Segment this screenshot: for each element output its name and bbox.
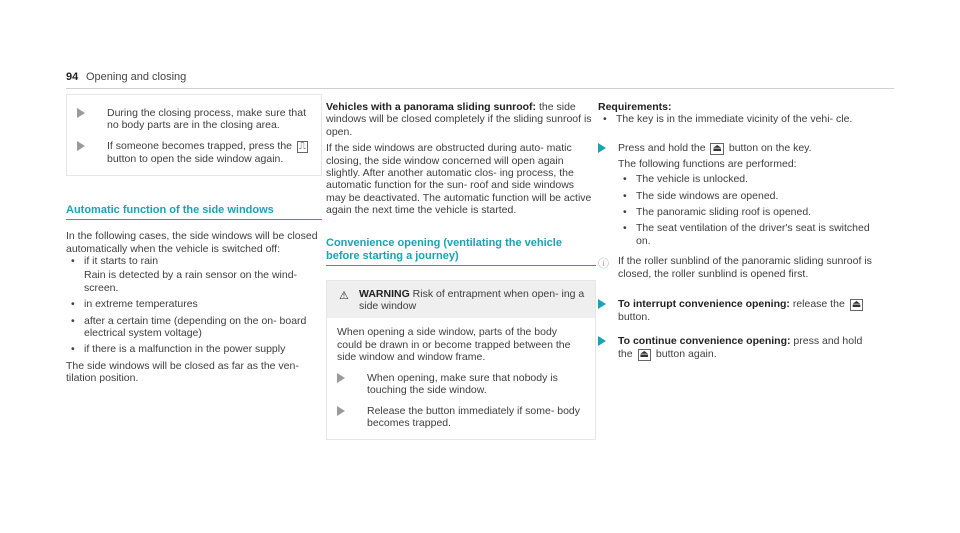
list-item: • after a certain time (depending on the on- board electrical system voltage)	[66, 315, 322, 340]
page-number: 94	[66, 71, 79, 83]
column-right	[598, 101, 874, 361]
list-item: • if there is a malfunction in the power supply	[66, 343, 322, 355]
step-arrow-icon	[77, 141, 85, 151]
step-item	[598, 335, 874, 360]
functions-intro: The following functions are performed:	[618, 157, 797, 170]
section-heading: Automatic function of the side windows	[66, 204, 322, 220]
step-text: During the closing process, make sure that no body parts are in the closing area.	[107, 107, 307, 132]
info-text: If the roller sunblind of the panoramic sliding sunroof is closed, the roller sunblind is opened first.	[618, 255, 872, 280]
warning-body	[327, 318, 595, 439]
list-item: • The seat ventilation of the driver's seat is switched on.	[618, 222, 874, 247]
step-item	[337, 372, 585, 397]
window-button-icon: ⎍	[298, 140, 306, 152]
conditions-list	[66, 298, 322, 356]
list-item: • The vehicle is unlocked.	[618, 173, 874, 185]
page-header	[66, 71, 894, 87]
step-text: To interrupt convenience opening: release the ⏏ button.	[618, 298, 862, 324]
obstruction-paragraph: If the side windows are obstructed during auto- matic closing, the side window concerned will open again slightly. After another automatic clos- ing process, the automatic function for the sun- roof and side windows may be deactivated. The automatic function will be active again the next time the vehicle is started.	[326, 142, 592, 217]
list-item: • The key is in the immediate vicinity of the vehi- cle.	[598, 113, 874, 125]
column-middle	[326, 101, 596, 440]
step-arrow-icon	[598, 299, 606, 309]
key-button-icon: ⏏	[712, 142, 722, 154]
step-text: When opening, make sure that nobody is touching the side window.	[367, 371, 558, 397]
key-button-icon: ⏏	[851, 299, 862, 311]
requirements-label: Requirements:	[598, 101, 672, 113]
warning-header	[327, 281, 595, 319]
panorama-paragraph: Vehicles with a panorama sliding sunroof: the side windows will be closed completely if the sliding sunroof is open.	[326, 101, 592, 138]
list-item: • The panoramic sliding roof is opened.	[618, 206, 874, 218]
list-item: • if it starts to rain	[66, 255, 322, 267]
warning-title: WARNING Risk of entrapment when open- ing a side window	[359, 287, 585, 313]
step-arrow-icon	[77, 108, 85, 118]
step-text: Release the button immediately if some- body becomes trapped.	[367, 404, 581, 429]
step-text: Press and hold the ⏏ button on the key.	[618, 141, 812, 154]
section-heading: Convenience opening (ventilating the vehicle before starting a journey)	[326, 237, 596, 266]
key-button-icon: ⏏	[639, 348, 649, 360]
list-item-detail: Rain is detected by a rain sensor on the wind- screen.	[84, 269, 298, 294]
column-left	[66, 94, 322, 385]
list-item: • The side windows are opened.	[618, 190, 874, 202]
warning-triangle-icon: ⚠	[339, 288, 349, 302]
step-text: To continue convenience opening: press and hold the ⏏ button again.	[618, 335, 863, 360]
step-arrow-icon	[598, 336, 606, 346]
step-item	[598, 142, 874, 247]
functions-list	[618, 173, 874, 247]
step-text: If someone becomes trapped, press the ⎍ button to open the side window again.	[107, 139, 306, 165]
intro-text: In the following cases, the side windows will be closed automatically when the vehicle is switched off:	[66, 230, 318, 255]
step-item	[337, 405, 585, 430]
list-item: • in extreme temperatures	[66, 298, 322, 310]
info-note	[598, 255, 874, 280]
step-item	[77, 140, 311, 165]
step-item	[598, 298, 874, 323]
chapter-title: Opening and closing	[86, 71, 187, 83]
header-divider	[66, 88, 894, 89]
requirements-list	[598, 113, 874, 125]
step-item	[77, 107, 311, 132]
step-arrow-icon	[598, 143, 606, 153]
step-arrow-icon	[337, 406, 345, 416]
steps-box	[66, 94, 322, 176]
conditions-list	[66, 255, 322, 267]
outro-text: The side windows will be closed as far as the ven- tilation position.	[66, 359, 299, 385]
warning-text: When opening a side window, parts of the body could be drawn in or become trapped between the side window and window frame.	[337, 326, 571, 364]
warning-box	[326, 280, 596, 441]
info-icon: ⓘ	[598, 257, 609, 271]
step-arrow-icon	[337, 373, 345, 383]
